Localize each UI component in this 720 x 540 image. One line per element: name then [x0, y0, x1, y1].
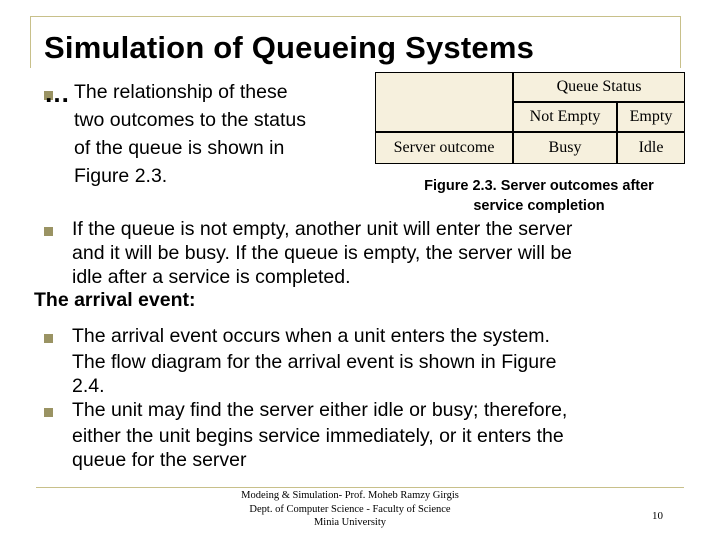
table-cell-idle: Idle: [617, 132, 685, 164]
table-col-empty: Empty: [617, 102, 685, 132]
slide-title: Simulation of Queueing Systems: [44, 30, 535, 65]
intro-line-1: The relationship of these: [74, 81, 288, 103]
bullet4-line-1: The unit may find the server either idle or busy; therefore,: [72, 399, 568, 421]
bullet-icon: [44, 334, 53, 343]
bullet4-line-3: queue for the server: [72, 449, 247, 471]
intro-line-2: two outcomes to the status: [74, 109, 306, 131]
bullet-icon: [44, 227, 53, 236]
bullet2-line-2: and it will be busy. If the queue is empty, the server will be: [72, 242, 573, 264]
bullet3-line-2: The flow diagram for the arrival event is shown in Figure: [72, 351, 557, 373]
page-number: 10: [652, 510, 663, 522]
bullet3-line-3: 2.4.: [72, 375, 105, 397]
title-frame-top: [30, 16, 680, 17]
table-header-queue-status: Queue Status: [513, 72, 685, 102]
intro-line-3: of the queue is shown in: [74, 137, 285, 159]
caption-line-2: service completion: [473, 198, 605, 214]
bullet4-line-2: either the unit begins service immediately, or it enters the: [72, 425, 564, 447]
footer-line-2: Dept. of Computer Science - Faculty of Science: [249, 503, 451, 515]
table-row-server-outcome: Server outcome: [375, 132, 513, 164]
bullet3-line-1: The arrival event occurs when a unit enters the system.: [72, 325, 550, 347]
intro-line-4: Figure 2.3.: [74, 165, 168, 187]
bullet2-line-1: If the queue is not empty, another unit will enter the server: [72, 218, 573, 240]
title-frame-left: [30, 16, 31, 68]
ellipsis: …: [44, 78, 70, 108]
footer-line-3: Minia University: [313, 517, 387, 528]
bullet2-line-3: idle after a service is completed.: [72, 266, 351, 288]
bullet-icon: [44, 408, 53, 417]
caption-line-1: Figure 2.3. Server outcomes after: [424, 178, 654, 194]
figure-caption: [374, 176, 704, 216]
arrival-event-heading: The arrival event:: [34, 289, 196, 311]
table-cell-busy: Busy: [513, 132, 617, 164]
footer-rule: [36, 487, 684, 488]
table-empty-corner: [375, 72, 513, 132]
title-frame-right: [680, 16, 681, 68]
footer-line-1: Modeing & Simulation- Prof. Moheb Ramzy Girgis: [241, 490, 459, 501]
footer: [200, 489, 500, 530]
table-col-not-empty: Not Empty: [513, 102, 617, 132]
